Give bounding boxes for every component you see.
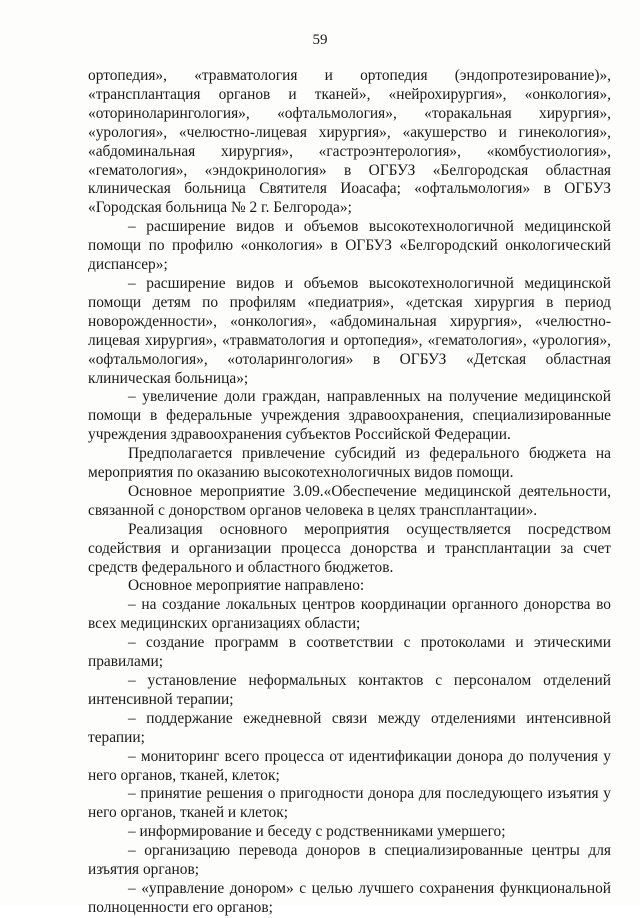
- paragraph-measure-implementation: Реализация основного мероприятия осуществляется посредством содействия и организации процесса донорства и трансплантации за счет средств федерального и областного бюджетов.: [88, 520, 611, 576]
- paragraph-federal-subsidies: Предполагается привлечение субсидий из федерального бюджета на мероприятия по оказанию высокотехнологичных видов помощи.: [88, 445, 611, 482]
- list-item-contacts: – установление неформальных контактов с персоналом отделений интенсивной терапии;: [88, 672, 611, 708]
- list-item-local-centers: – на создание локальных центров координации органного донорства во всех медицинских организациях области;: [88, 596, 611, 633]
- paragraph-children-hospital: – расширение видов и объемов высокотехнологичной медицинской помощи детям по профилям «педиатрия», «детская хирургия в период новорожденности», «онкология», «абдоминальная хирургия», «челюстно-лицевая хирургия», «травматология и ортопедия», «гематология», «урология», «офтальмология», «отоларингология» в ОГБУЗ «Детская областная клиническая больница»;: [88, 274, 611, 387]
- document-body: [88, 67, 611, 918]
- page-number: 59: [312, 32, 328, 48]
- list-item-donor-management: – «управление донором» с целью лучшего сохранения функциональной полноценности его органов;: [88, 879, 611, 916]
- list-item-programs: – создание программ в соответствии с протоколами и этическими правилами;: [88, 634, 611, 671]
- paragraph-federal-referrals: – увеличение доли граждан, направленных на получение медицинской помощи в федеральные учреждения здравоохранения, специализированные учреждения здравоохранения субъектов Российской Федерации.: [88, 388, 611, 444]
- paragraph-profiles-continued: ортопедия», «травматология и ортопедия (эндопротезирование)», «трансплантация органов и тканей», «нейрохирургия», «онкология», «оториноларингология», «офтальмология», «торакальная хирургия», «урология», «челюстно-лицевая хирургия», «акушерство и гинекология», «абдоминальная хирургия», «гастроэнтерология», «комбустиология», «гематология», «эндокринология» в ОГБУЗ «Белгородская областная клиническая больница Святителя Иоасафа; «офтальмология» в ОГБУЗ «Городская больница № 2 г. Белгорода»;: [88, 67, 611, 217]
- list-item-donor-transfer: – организацию перевода доноров в специализированные центры для изъятия органов;: [88, 842, 611, 879]
- list-item-informing-relatives: – информирование и беседу с родственниками умершего;: [128, 823, 506, 841]
- paragraph-measure-aims-heading: Основное мероприятие направлено:: [128, 577, 365, 595]
- paragraph-oncology-dispensary: – расширение видов и объемов высокотехнологичной медицинской помощи по профилю «онкология» в ОГБУЗ «Белгородский онкологический диспансер»;: [88, 218, 611, 274]
- list-item-donor-suitability: – принятие решения о пригодности донора для последующего изъятия у него органов, тканей и клеток;: [88, 785, 611, 822]
- paragraph-measure-3-09-title: Основное мероприятие 3.09.«Обеспечение медицинской деятельности, связанной с донорством органов человека в целях трансплантации».: [88, 482, 611, 519]
- list-item-monitoring: – мониторинг всего процесса от идентификации донора до получения у него органов, тканей, клеток;: [88, 747, 611, 784]
- list-item-daily-communication: – поддержание ежедневной связи между отделениями интенсивной терапии;: [88, 709, 611, 746]
